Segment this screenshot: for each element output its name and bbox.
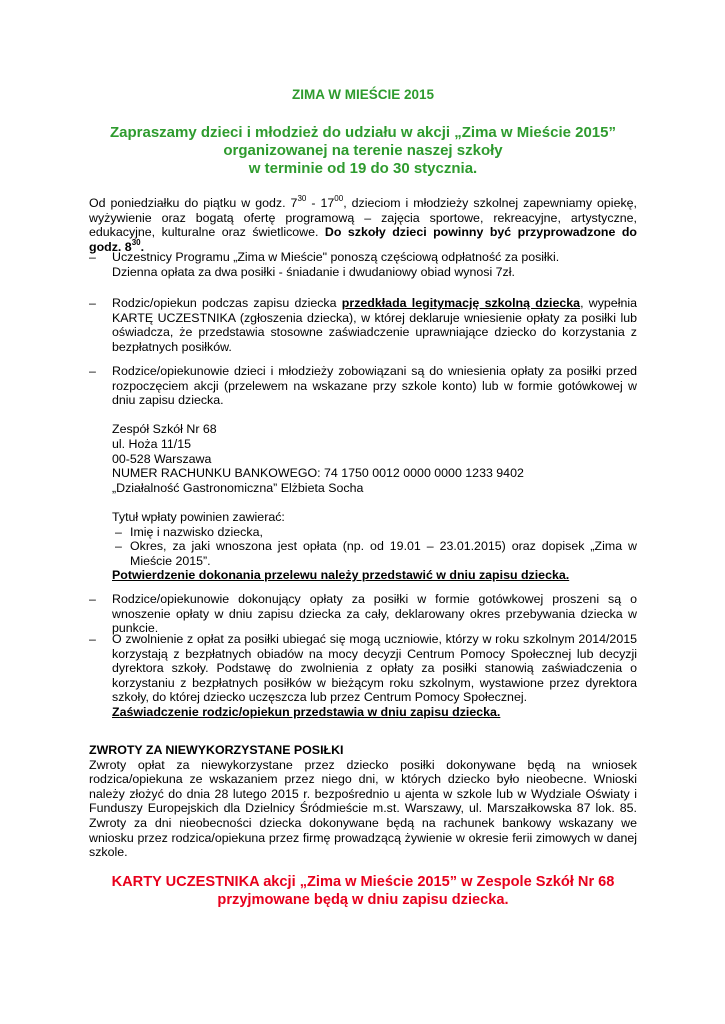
subtitle-line-3: w terminie od 19 do 30 stycznia. bbox=[248, 160, 478, 177]
transfer-title-item bbox=[112, 539, 637, 568]
final-line-1: KARTY UCZESTNIKA akcji „Zima w Mieście 2015” w Zespole Szkół Nr 68 bbox=[111, 874, 615, 890]
intro-bold: Do szkoły dzieci powinny być przyprowadzone do godz. 8 bbox=[89, 225, 637, 254]
bullet-dash: – bbox=[115, 539, 122, 554]
bullet-dash: – bbox=[89, 592, 96, 606]
bank-address-block bbox=[112, 422, 637, 495]
item5-text: O zwolnienie z opłat za posiłki ubiegać się mogą uczniowie, którzy w roku szkolnym 2014/2015 korzystają z bezpłatnych obiadów na mocy decyzji Centrum Pomocy Społecznej lub decyzji dyrektora szkoły. Podstawę do zwolnienia z opłaty za posiłki stanowią zaświadczenia o korzystaniu z bezpłatnych posiłków w bieżącym roku szkolnym, wystawione przez dyrektora szkoły, do której dziecko uczęszcza lub przez Centrum Pomocy Społecznej. bbox=[112, 632, 637, 705]
address-line: „Działalność Gastronomiczna” Elżbieta Socha bbox=[112, 480, 364, 495]
intro-sup-1: 30 bbox=[297, 194, 307, 203]
item2-text-2: , wypełnia KARTĘ UCZESTNIKA (zgłoszenia dziecka), w której deklaruje wniesienie opłaty za posiłki lub oświadcza, że przedstawia stosowne zaświadczenie uprawniające dziecko do korzystania z bezpłatnych posiłków. bbox=[112, 296, 637, 354]
bullet-dash: – bbox=[89, 250, 96, 264]
item2-underlined: przedkłada legitymację szkolną dziecka bbox=[341, 296, 581, 310]
list-item-cash-payment bbox=[89, 592, 637, 636]
list-item-exemption bbox=[89, 632, 637, 720]
intro-sup-3: 30 bbox=[131, 237, 141, 247]
subtitle-line-2: organizowanej na terenie naszej szkoły bbox=[223, 142, 503, 159]
document-title: ZIMA W MIEŚCIE 2015 bbox=[291, 87, 435, 102]
list-item-payment bbox=[89, 250, 637, 279]
transfer-confirmation-note: Potwierdzenie dokonania przelewu należy przedstawić w dniu zapisu dziecka. bbox=[112, 568, 570, 583]
item2-text-1: Rodzic/opiekun podczas zapisu dziecka bbox=[112, 296, 342, 310]
item1-line-2: Dzienna opłata za dwa posiłki - śniadanie i dwudaniowy obiad wynosi 7zł. bbox=[112, 264, 515, 279]
bank-account-number: NUMER RACHUNKU BANKOWEGO: 74 1750 0012 0000 0000 1233 9402 bbox=[112, 466, 524, 481]
list-item-fee-payment bbox=[89, 364, 637, 583]
transfer-title-list bbox=[112, 525, 637, 569]
bullet-dash: – bbox=[89, 632, 96, 646]
address-line: 00-528 Warszawa bbox=[112, 451, 212, 466]
item1-line-1: Uczestnicy Programu „Zima w Mieście" ponoszą częściową odpłatność za posiłki. bbox=[112, 250, 560, 264]
bullet-dash: – bbox=[89, 364, 96, 378]
address-line: Zespół Szkół Nr 68 bbox=[112, 422, 217, 437]
bullet-dash: – bbox=[115, 524, 122, 539]
address-line: ul. Hoża 11/15 bbox=[112, 436, 191, 451]
subtitle-line-1: Zapraszamy dzieci i młodzież do udziału w akcji „Zima w Mieście 2015” bbox=[109, 124, 616, 141]
bullet-dash: – bbox=[89, 296, 96, 310]
intro-paragraph bbox=[89, 196, 637, 254]
refunds-section bbox=[89, 743, 637, 860]
intro-sup-2: 00 bbox=[334, 194, 344, 203]
refunds-heading: ZWROTY ZA NIEWYKORZYSTANE POSIŁKI bbox=[89, 743, 344, 757]
intro-text-3: , dzieciom i młodzieży szkolnej zapewniamy opiekę, wyżywienie oraz bogatą ofertę programową – zajęcia sportowe, rekreacyjne, artystyczne, edukacyjne, kulturalne oraz świetlicowe. bbox=[89, 196, 637, 240]
item4-text: Rodzice/opiekunowie dokonujący opłaty za posiłki w formie gotówkowej proszeni są o wnoszenie opłaty w dniu zapisu dziecka za cały, deklarowany okres przebywania dziecka w punkcie. bbox=[112, 592, 637, 636]
intro-end: . bbox=[140, 239, 145, 254]
intro-text-2: - 17 bbox=[306, 196, 335, 210]
transfer-title-item bbox=[112, 525, 637, 540]
intro-text-1: Od poniedziałku do piątku w godz. 7 bbox=[89, 196, 298, 210]
list-item-registration bbox=[89, 296, 637, 354]
transfer-item-text: Okres, za jaki wnoszona jest opłata (np. od 19.01 – 23.01.2015) oraz dopisek „Zima w Mieście 2015”. bbox=[130, 539, 637, 568]
item3-text: Rodzice/opiekunowie dzieci i młodzieży zobowiązani są do wniesienia opłaty za posiłki przed rozpoczęciem akcji (przelewem na wskazane przy szkole konto) lub w formie gotówkowej w dniu zapisu dziecka. bbox=[112, 364, 637, 408]
final-line-2: przyjmowane będą w dniu zapisu dziecka. bbox=[217, 892, 509, 908]
final-notice bbox=[89, 873, 637, 909]
refunds-text: Zwroty opłat za niewykorzystane przez dziecko posiłki dokonywane będą na wniosek rodzica/opiekuna ze wskazaniem przez niego dni, w których dziecko było nieobecne. Wnioski należy złożyć do dnia 28 lutego 2015 r. bezpośrednio u ajenta w szkole lub w Wydziale Oświaty i Funduszy Europejskich dla Dzielnicy Śródmieście m.st. Warszawy, ul. Marszałkowska 87 lok. 85. Zwroty za dni nieobecności dziecka dokonywane będą na rachunek bankowy wskazany we wniosku przez rodzica/opiekuna przez firmę prowadzącą żywienie w okresie ferii zimowych w danej szkole. bbox=[89, 757, 637, 860]
invitation-subtitle bbox=[89, 124, 637, 178]
transfer-item-text: Imię i nazwisko dziecka, bbox=[130, 524, 263, 539]
exemption-note: Zaświadczenie rodzic/opiekun przedstawia w dniu zapisu dziecka. bbox=[112, 704, 501, 719]
transfer-title-heading: Tytuł wpłaty powinien zawierać: bbox=[112, 509, 285, 524]
